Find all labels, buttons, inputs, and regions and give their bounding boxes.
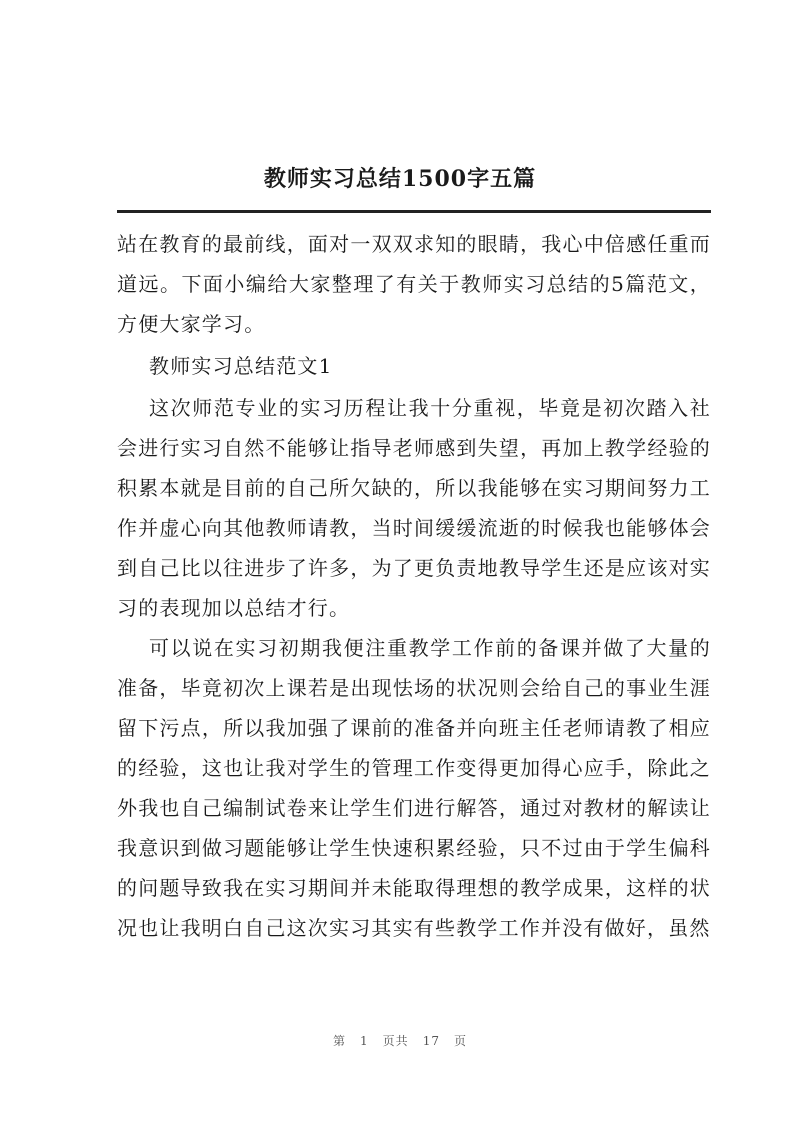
footer-label-ye: 页 <box>453 1034 467 1048</box>
footer-total-pages: 17 <box>422 1034 440 1048</box>
footer-label-di: 第 <box>333 1034 347 1048</box>
body-paragraph-2: 可以说在实习初期我便注重教学工作前的备课并做了大量的准备，毕竟初次上课若是出现怯场的状况则会给自己的事业生涯留下污点，所以我加强了课前的准备并向班主任老师请教了相应的经验，这也让我对学生的管理工作变得更加得心应手，除此之外我也自己编制试卷来让学生们进行解答，通过对教材的解读让我意识到做习题能够让学生快速积累经验，只不过由于学生偏科的问题导致我在实习期间并未能取得理想的教学成果，这样的状况也让我明白自己这次实习其实有些教学工作并没有做好，虽然 <box>117 636 711 940</box>
document-body <box>117 224 711 948</box>
intro-paragraph: 站在教育的最前线，面对一双双求知的眼睛，我心中倍感任重而道远。下面小编给大家整理了有关于教师实习总结的5篇范文，方便大家学习。 <box>117 232 711 336</box>
document-title: 教师实习总结1500字五篇 <box>263 166 537 192</box>
section-heading: 教师实习总结范文1 <box>149 354 333 378</box>
body-paragraph-1: 这次师范专业的实习历程让我十分重视，毕竟是初次踏入社会进行实习自然不能够让指导老师感到失望，再加上教学经验的积累本就是目前的自己所欠缺的，所以我能够在实习期间努力工作并虚心向其他教师请教，当时间缓缓流逝的时候我也能够体会到自己比以往进步了许多，为了更负责地教导学生还是应该对实习的表现加以总结才行。 <box>117 396 711 620</box>
title-divider <box>117 210 711 213</box>
footer-page-number: 1 <box>360 1034 369 1048</box>
page-footer <box>0 1032 800 1049</box>
footer-label-ye-gong: 页共 <box>382 1034 409 1048</box>
